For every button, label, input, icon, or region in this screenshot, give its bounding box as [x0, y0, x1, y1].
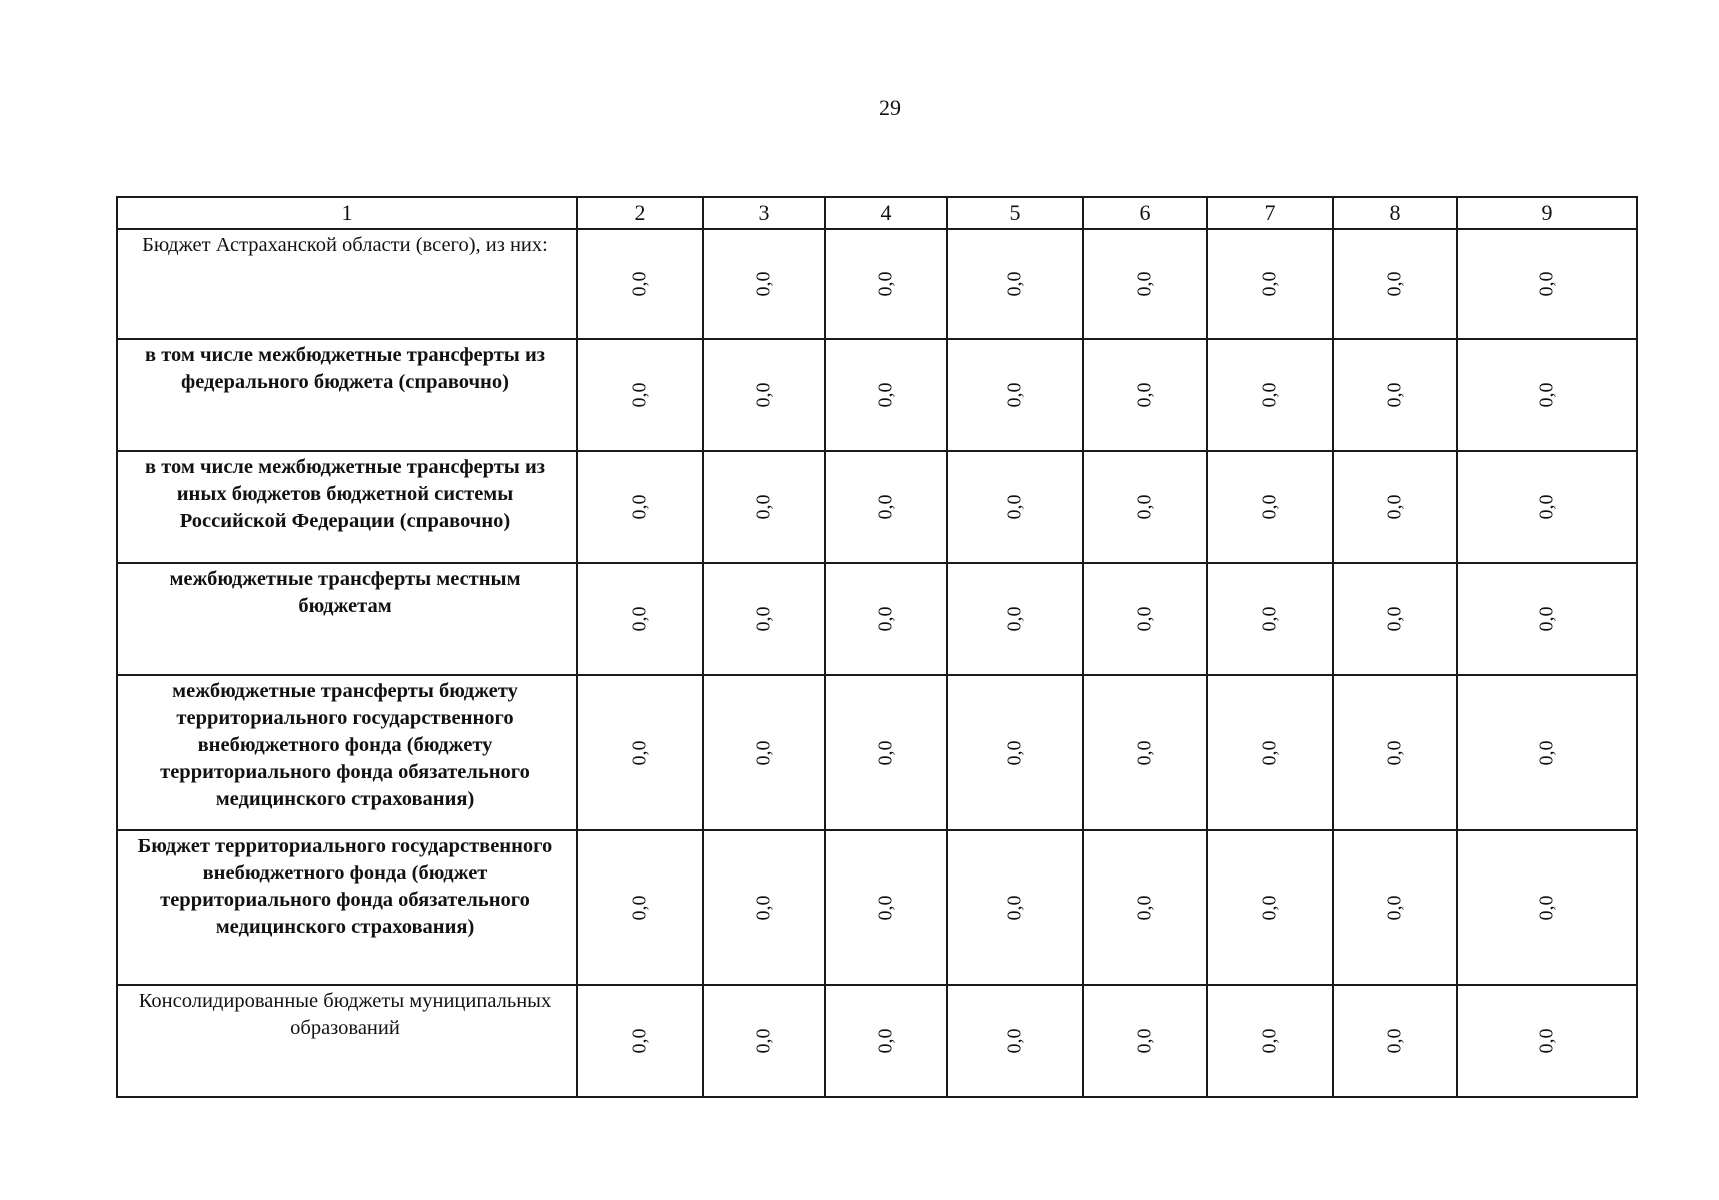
value-cell — [703, 339, 825, 451]
column-header-1: 1 — [117, 197, 577, 229]
value-cell — [947, 675, 1083, 830]
cell-value: 0,0 — [874, 494, 897, 520]
value-cell — [1333, 451, 1457, 563]
row-label: Бюджет Астраханской области (всего), из них: — [117, 229, 577, 339]
value-cell — [1207, 985, 1333, 1097]
value-cell — [1457, 563, 1637, 675]
table-row — [117, 675, 1637, 830]
row-label: в том числе межбюджетные трансферты из иных бюджетов бюджетной системы Российской Федерации (справочно) — [117, 451, 577, 563]
table-header — [117, 197, 1637, 229]
value-cell — [825, 675, 947, 830]
table-row — [117, 563, 1637, 675]
value-cell — [1083, 451, 1207, 563]
value-cell — [825, 563, 947, 675]
value-cell — [577, 339, 703, 451]
value-cell — [1333, 229, 1457, 339]
cell-value: 0,0 — [874, 382, 897, 408]
cell-value: 0,0 — [1258, 606, 1281, 632]
header-row — [117, 197, 1637, 229]
cell-value: 0,0 — [1258, 740, 1281, 765]
cell-value: 0,0 — [1258, 494, 1281, 520]
cell-value: 0,0 — [874, 271, 897, 297]
table-row — [117, 229, 1637, 339]
value-cell — [1207, 229, 1333, 339]
cell-value: 0,0 — [628, 740, 651, 765]
column-header-4: 4 — [825, 197, 947, 229]
cell-value: 0,0 — [1133, 740, 1156, 765]
value-cell — [947, 229, 1083, 339]
value-cell — [577, 675, 703, 830]
cell-value: 0,0 — [1383, 740, 1406, 765]
column-header-5: 5 — [947, 197, 1083, 229]
cell-value: 0,0 — [1133, 271, 1156, 297]
value-cell — [947, 563, 1083, 675]
value-cell — [703, 229, 825, 339]
value-cell — [1083, 675, 1207, 830]
value-cell — [825, 985, 947, 1097]
cell-value: 0,0 — [628, 271, 651, 297]
cell-value: 0,0 — [1535, 895, 1558, 920]
value-cell — [577, 563, 703, 675]
cell-value: 0,0 — [1133, 1028, 1156, 1054]
cell-value: 0,0 — [752, 271, 775, 297]
cell-value: 0,0 — [1003, 740, 1026, 765]
value-cell — [1333, 830, 1457, 985]
cell-value: 0,0 — [874, 1028, 897, 1054]
table-row — [117, 830, 1637, 985]
cell-value: 0,0 — [628, 382, 651, 408]
value-cell — [1333, 339, 1457, 451]
value-cell — [947, 451, 1083, 563]
cell-value: 0,0 — [628, 895, 651, 920]
value-cell — [703, 675, 825, 830]
cell-value: 0,0 — [1535, 271, 1558, 297]
cell-value: 0,0 — [628, 1028, 651, 1054]
cell-value: 0,0 — [1383, 895, 1406, 920]
value-cell — [1083, 339, 1207, 451]
value-cell — [1207, 830, 1333, 985]
row-label: в том числе межбюджетные трансферты из федерального бюджета (справочно) — [117, 339, 577, 451]
value-cell — [577, 830, 703, 985]
cell-value: 0,0 — [1003, 382, 1026, 408]
budget-table — [116, 196, 1638, 1098]
cell-value: 0,0 — [1133, 382, 1156, 408]
value-cell — [703, 451, 825, 563]
value-cell — [1083, 830, 1207, 985]
value-cell — [1207, 563, 1333, 675]
value-cell — [1457, 451, 1637, 563]
value-cell — [825, 830, 947, 985]
cell-value: 0,0 — [1003, 271, 1026, 297]
value-cell — [1083, 229, 1207, 339]
cell-value: 0,0 — [874, 895, 897, 920]
row-label: межбюджетные трансферты местным бюджетам — [117, 563, 577, 675]
cell-value: 0,0 — [628, 606, 651, 632]
value-cell — [1083, 563, 1207, 675]
value-cell — [1207, 339, 1333, 451]
cell-value: 0,0 — [874, 740, 897, 765]
cell-value: 0,0 — [1003, 1028, 1026, 1054]
value-cell — [1207, 451, 1333, 563]
table-row — [117, 339, 1637, 451]
cell-value: 0,0 — [752, 895, 775, 920]
row-label: межбюджетные трансферты бюджету территориального государственного внебюджетного фонда (бюджету территориального фонда обязательного медицинского страхования) — [117, 675, 577, 830]
cell-value: 0,0 — [1003, 895, 1026, 920]
value-cell — [947, 830, 1083, 985]
cell-value: 0,0 — [1133, 606, 1156, 632]
value-cell — [703, 830, 825, 985]
value-cell — [825, 229, 947, 339]
cell-value: 0,0 — [1258, 895, 1281, 920]
cell-value: 0,0 — [1003, 606, 1026, 632]
cell-value: 0,0 — [874, 606, 897, 632]
cell-value: 0,0 — [1535, 494, 1558, 520]
cell-value: 0,0 — [628, 494, 651, 520]
value-cell — [1083, 985, 1207, 1097]
value-cell — [703, 985, 825, 1097]
cell-value: 0,0 — [1535, 606, 1558, 632]
value-cell — [947, 985, 1083, 1097]
value-cell — [825, 339, 947, 451]
table-row — [117, 451, 1637, 563]
cell-value: 0,0 — [1383, 494, 1406, 520]
row-label: Консолидированные бюджеты муниципальных образований — [117, 985, 577, 1097]
cell-value: 0,0 — [1383, 606, 1406, 632]
cell-value: 0,0 — [1258, 382, 1281, 408]
cell-value: 0,0 — [752, 606, 775, 632]
table-row — [117, 985, 1637, 1097]
value-cell — [1457, 229, 1637, 339]
value-cell — [1457, 675, 1637, 830]
cell-value: 0,0 — [752, 1028, 775, 1054]
page-number: 29 — [879, 95, 901, 120]
value-cell — [947, 339, 1083, 451]
cell-value: 0,0 — [1258, 271, 1281, 297]
value-cell — [1333, 563, 1457, 675]
cell-value: 0,0 — [752, 382, 775, 408]
column-header-9: 9 — [1457, 197, 1637, 229]
value-cell — [1457, 339, 1637, 451]
value-cell — [1333, 675, 1457, 830]
cell-value: 0,0 — [1535, 382, 1558, 408]
value-cell — [577, 985, 703, 1097]
cell-value: 0,0 — [1383, 382, 1406, 408]
value-cell — [1333, 985, 1457, 1097]
cell-value: 0,0 — [1133, 494, 1156, 520]
column-header-7: 7 — [1207, 197, 1333, 229]
table-body — [117, 229, 1637, 1097]
value-cell — [703, 563, 825, 675]
column-header-8: 8 — [1333, 197, 1457, 229]
row-label: Бюджет территориального государственного внебюджетного фонда (бюджет территориального фонда обязательного медицинского страхования) — [117, 830, 577, 985]
cell-value: 0,0 — [1535, 1028, 1558, 1054]
cell-value: 0,0 — [752, 494, 775, 520]
cell-value: 0,0 — [1258, 1028, 1281, 1054]
column-header-6: 6 — [1083, 197, 1207, 229]
cell-value: 0,0 — [1535, 740, 1558, 765]
value-cell — [825, 451, 947, 563]
cell-value: 0,0 — [752, 740, 775, 765]
value-cell — [1457, 830, 1637, 985]
column-header-3: 3 — [703, 197, 825, 229]
value-cell — [577, 451, 703, 563]
value-cell — [1207, 675, 1333, 830]
value-cell — [577, 229, 703, 339]
value-cell — [1457, 985, 1637, 1097]
cell-value: 0,0 — [1133, 895, 1156, 920]
cell-value: 0,0 — [1383, 271, 1406, 297]
cell-value: 0,0 — [1003, 494, 1026, 520]
column-header-2: 2 — [577, 197, 703, 229]
cell-value: 0,0 — [1383, 1028, 1406, 1054]
